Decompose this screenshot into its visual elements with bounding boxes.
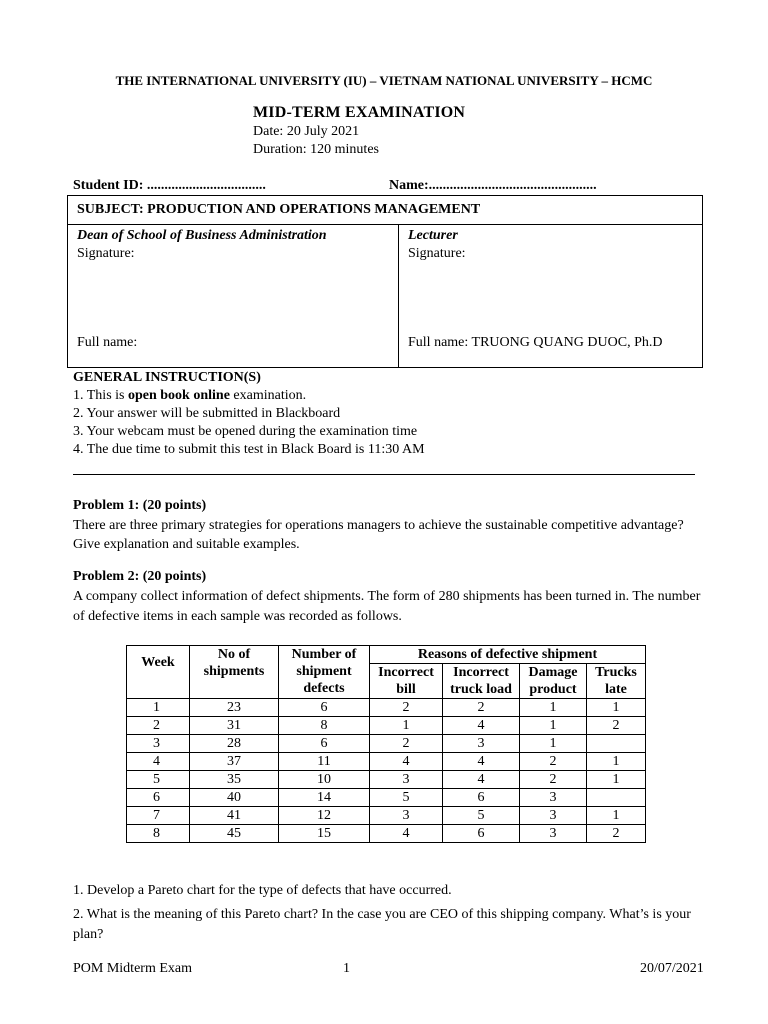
cell-trucks-late bbox=[587, 735, 646, 753]
cell-defects: 14 bbox=[279, 789, 370, 807]
cell-defects: 6 bbox=[279, 735, 370, 753]
cell-trucks-late: 1 bbox=[587, 807, 646, 825]
cell-week: 3 bbox=[127, 735, 190, 753]
cell-trucks-late: 1 bbox=[587, 699, 646, 717]
cell-incorrect-bill: 4 bbox=[370, 825, 443, 843]
cell-trucks-late: 2 bbox=[587, 717, 646, 735]
cell-defects: 11 bbox=[279, 753, 370, 771]
cell-defects: 10 bbox=[279, 771, 370, 789]
dean-fullname-label: Full name: bbox=[77, 335, 138, 350]
cell-defects: 12 bbox=[279, 807, 370, 825]
footer-title: POM Midterm Exam bbox=[73, 961, 192, 976]
cell-trucks-late: 1 bbox=[587, 771, 646, 789]
cell-damage-product: 3 bbox=[520, 789, 587, 807]
instruction-item-2: 2. Your answer will be submitted in Blackboard bbox=[73, 406, 341, 421]
cell-incorrect-truck-load: 4 bbox=[443, 753, 520, 771]
section-divider bbox=[73, 474, 695, 475]
cell-damage-product: 1 bbox=[520, 699, 587, 717]
cell-incorrect-truck-load: 3 bbox=[443, 735, 520, 753]
dean-signature-cell bbox=[68, 225, 399, 368]
cell-shipments: 45 bbox=[190, 825, 279, 843]
table-row bbox=[127, 825, 646, 843]
cell-incorrect-bill: 2 bbox=[370, 735, 443, 753]
table-row bbox=[127, 807, 646, 825]
table-row bbox=[127, 789, 646, 807]
cell-incorrect-truck-load: 6 bbox=[443, 825, 520, 843]
cell-damage-product: 2 bbox=[520, 753, 587, 771]
instructions-heading: GENERAL INSTRUCTION(S) bbox=[73, 370, 261, 385]
cell-defects: 6 bbox=[279, 699, 370, 717]
problem-2-text: A company collect information of defect shipments. The form of 280 shipments has been turned in. The number of defective items in each sample was recorded as follows. bbox=[73, 589, 701, 624]
instruction-item-3: 3. Your webcam must be opened during the examination time bbox=[73, 424, 418, 439]
cell-damage-product: 1 bbox=[520, 735, 587, 753]
cell-week: 1 bbox=[127, 699, 190, 717]
cell-incorrect-bill: 3 bbox=[370, 807, 443, 825]
question-1: 1. Develop a Pareto chart for the type of defects that have occurred. bbox=[73, 883, 452, 898]
dean-signature-label: Signature: bbox=[77, 246, 135, 261]
instruction-1-prefix: 1. This is bbox=[73, 388, 128, 403]
lecturer-role: Lecturer bbox=[408, 228, 458, 243]
cell-shipments: 28 bbox=[190, 735, 279, 753]
exam-title: MID-TERM EXAMINATION bbox=[253, 104, 466, 121]
cell-shipments: 37 bbox=[190, 753, 279, 771]
header-damage-product: Damage product bbox=[520, 664, 587, 699]
header-incorrect-truck-load: Incorrect truck load bbox=[443, 664, 520, 699]
cell-incorrect-truck-load: 6 bbox=[443, 789, 520, 807]
cell-shipments: 31 bbox=[190, 717, 279, 735]
exam-date: Date: 20 July 2021 bbox=[253, 124, 360, 139]
dean-role: Dean of School of Business Administration bbox=[77, 228, 327, 243]
exam-duration: Duration: 120 minutes bbox=[253, 142, 379, 157]
cell-week: 4 bbox=[127, 753, 190, 771]
cell-defects: 15 bbox=[279, 825, 370, 843]
cell-incorrect-bill: 4 bbox=[370, 753, 443, 771]
problem-1-text: There are three primary strategies for operations managers to achieve the sustainable competitive advantage? Give explanation and suitable examples. bbox=[73, 518, 684, 552]
cell-defects: 8 bbox=[279, 717, 370, 735]
cell-incorrect-bill: 3 bbox=[370, 771, 443, 789]
cell-damage-product: 3 bbox=[520, 825, 587, 843]
cell-week: 7 bbox=[127, 807, 190, 825]
cell-incorrect-truck-load: 5 bbox=[443, 807, 520, 825]
cell-incorrect-bill: 1 bbox=[370, 717, 443, 735]
cell-shipments: 23 bbox=[190, 699, 279, 717]
cell-damage-product: 1 bbox=[520, 717, 587, 735]
problem-1-heading: Problem 1: (20 points) bbox=[73, 498, 207, 513]
header-week: Week bbox=[127, 646, 190, 699]
cell-week: 2 bbox=[127, 717, 190, 735]
header-shipments: No of shipments bbox=[190, 646, 279, 699]
student-name-field: Name:................................................ bbox=[389, 178, 597, 193]
table-row bbox=[127, 753, 646, 771]
cell-shipments: 41 bbox=[190, 807, 279, 825]
instruction-1-bold: open book online bbox=[127, 388, 230, 403]
instruction-item-1 bbox=[73, 388, 306, 404]
instruction-item-4: 4. The due time to submit this test in Black Board is 11:30 AM bbox=[73, 442, 425, 457]
cell-shipments: 35 bbox=[190, 771, 279, 789]
header-trucks-late: Trucks late bbox=[587, 664, 646, 699]
problem-2-heading: Problem 2: (20 points) bbox=[73, 569, 207, 584]
cell-trucks-late: 2 bbox=[587, 825, 646, 843]
cell-damage-product: 2 bbox=[520, 771, 587, 789]
cell-incorrect-truck-load: 4 bbox=[443, 717, 520, 735]
table-row bbox=[127, 771, 646, 789]
cell-week: 5 bbox=[127, 771, 190, 789]
footer-page-number: 1 bbox=[343, 961, 350, 976]
cell-week: 6 bbox=[127, 789, 190, 807]
header-reasons: Reasons of defective shipment bbox=[370, 646, 646, 664]
cell-incorrect-truck-load: 4 bbox=[443, 771, 520, 789]
defect-table bbox=[126, 645, 646, 843]
lecturer-signature-cell bbox=[399, 225, 703, 368]
header-incorrect-bill: Incorrect bill bbox=[370, 664, 443, 699]
table-row bbox=[127, 699, 646, 717]
university-header: THE INTERNATIONAL UNIVERSITY (IU) – VIETNAM NATIONAL UNIVERSITY – HCMC bbox=[115, 73, 653, 88]
header-defects: Number of shipment defects bbox=[279, 646, 370, 699]
instruction-1-suffix: examination. bbox=[229, 388, 307, 403]
question-2: 2. What is the meaning of this Pareto chart? In the case you are CEO of this shipping company. What’s is your plan? bbox=[73, 907, 691, 942]
cell-incorrect-truck-load: 2 bbox=[443, 699, 520, 717]
signature-table bbox=[67, 195, 703, 368]
cell-week: 8 bbox=[127, 825, 190, 843]
cell-incorrect-bill: 5 bbox=[370, 789, 443, 807]
footer-date: 20/07/2021 bbox=[640, 961, 704, 976]
cell-shipments: 40 bbox=[190, 789, 279, 807]
cell-incorrect-bill: 2 bbox=[370, 699, 443, 717]
table-row bbox=[127, 735, 646, 753]
cell-trucks-late: 1 bbox=[587, 753, 646, 771]
lecturer-fullname-label: Full name: TRUONG QUANG DUOC, Ph.D bbox=[408, 335, 663, 350]
cell-damage-product: 3 bbox=[520, 807, 587, 825]
subject-line: SUBJECT: PRODUCTION AND OPERATIONS MANAGEMENT bbox=[68, 196, 703, 225]
student-id-field: Student ID: .................................. bbox=[73, 178, 266, 193]
lecturer-signature-label: Signature: bbox=[408, 246, 466, 261]
cell-trucks-late bbox=[587, 789, 646, 807]
table-row bbox=[127, 717, 646, 735]
